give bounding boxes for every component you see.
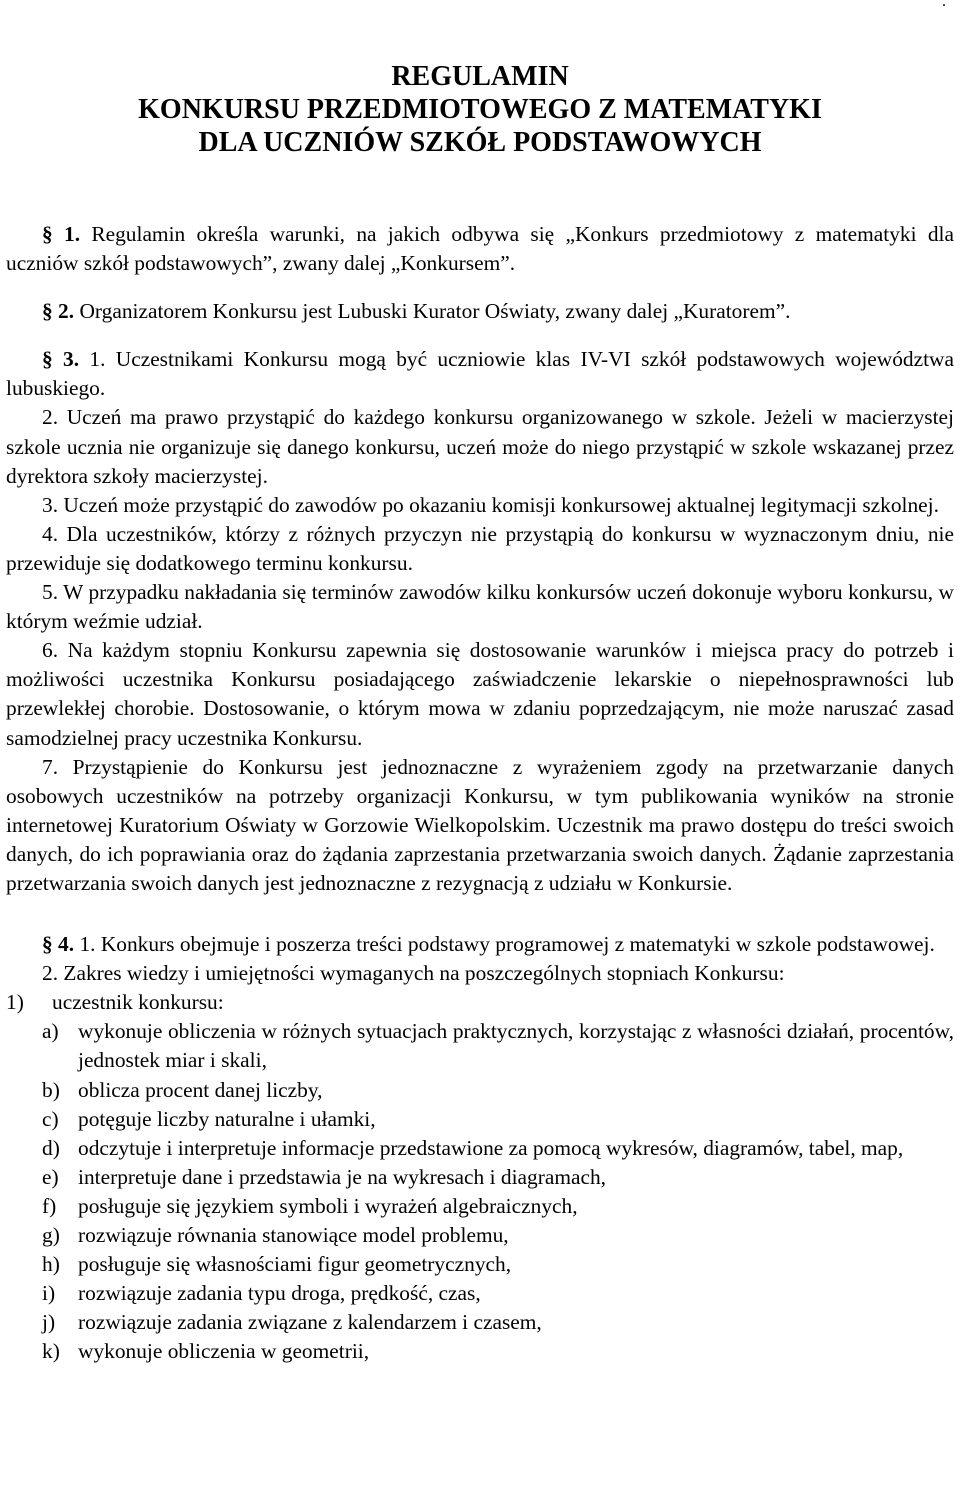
title-line-2: KONKURSU PRZEDMIOTOWEGO Z MATEMATYKI xyxy=(138,94,822,125)
list-item-text: rozwiązuje równania stanowiące model problemu, xyxy=(78,1223,509,1247)
list-item xyxy=(6,1017,954,1075)
scope-list xyxy=(6,988,954,1366)
section-3-paragraph-7: 7. Przystąpienie do Konkursu jest jednoznaczne z wyrażeniem zgody na przetwarzanie danych osobowych uczestników na potrzeby organizacji Konkursu, w tym publikowania wyników na stronie internetowej Kuratorium Oświaty w Gorzowie Wielkopolskim. Uczestnik ma prawo dostępu do treści swoich danych, do ich poprawiania oraz do żądania zaprzestania przetwarzania swoich danych. Żądanie zaprzestania przetwarzania swoich danych jest jednoznaczne z rezygnacją z udziału w Konkursie. xyxy=(6,754,954,895)
list-item-text: wykonuje obliczenia w różnych sytuacjach praktycznych, korzystając z własności działań, procentów, jednostek miar i skali, xyxy=(78,1019,954,1073)
list-item-text: rozwiązuje zadania typu droga, prędkość, czas, xyxy=(78,1281,481,1306)
section-2-mark: § 2. xyxy=(42,299,75,324)
document-body xyxy=(6,220,954,1366)
list-item-label: e) xyxy=(42,1164,59,1189)
list-item-label: j) xyxy=(42,1310,56,1335)
page-mark: . xyxy=(942,0,946,10)
list-item-label: d) xyxy=(42,1135,60,1160)
title-line-1: REGULAMIN xyxy=(391,61,569,92)
list-item xyxy=(6,1279,954,1308)
section-4-mark: § 4. xyxy=(42,932,75,957)
list-item-label: a) xyxy=(42,1019,59,1044)
list-item-label: c) xyxy=(42,1106,59,1131)
list-item-label: i) xyxy=(42,1281,56,1306)
list-item-text: posługuje się własnościami figur geometrycznych, xyxy=(78,1252,512,1277)
title-line-3: DLA UCZNIÓW SZKÓŁ PODSTAWOWYCH xyxy=(198,127,762,158)
section-4-p1-text: 1. Konkurs obejmuje i poszerza treści podstawy programowej z matematyki w szkole podstawowej. xyxy=(74,932,935,957)
section-3-p1-text: 1. Uczestnikami Konkursu mogą być uczniowie klas IV-VI szkół podstawowych województwa lubuskiego. xyxy=(6,347,954,401)
list-item-text: interpretuje dane i przedstawia je na wykresach i diagramach, xyxy=(78,1164,606,1189)
list-item-label: b) xyxy=(42,1077,60,1102)
section-3-paragraph-4: 4. Dla uczestników, którzy z różnych przyczyn nie przystąpią do konkursu w wyznaczonym dniu, nie przewiduje się dodatkowego terminu konkursu. xyxy=(6,521,954,575)
document-page xyxy=(6,0,954,1496)
section-3-paragraph-2: 2. Uczeń ma prawo przystąpić do każdego konkursu organizowanego w szkole. Jeżeli w macierzystej szkole ucznia nie organizuje się danego konkursu, uczeń może do niego przystąpić w szkole wskazanej przez dyrektora szkoły macierzystej. xyxy=(6,405,954,488)
section-3-mark: § 3. xyxy=(42,347,80,372)
list-item-label: f) xyxy=(42,1193,57,1218)
list-item-label: 1) xyxy=(6,990,24,1015)
list-item xyxy=(6,1076,954,1105)
list-item xyxy=(6,1250,954,1279)
section-2-text: Organizatorem Konkursu jest Lubuski Kurator Oświaty, zwany dalej „Kuratorem”. xyxy=(74,299,791,324)
list-item-text: uczestnik konkursu: xyxy=(52,990,224,1015)
list-item-text: oblicza procent danej liczby, xyxy=(78,1077,323,1102)
list-item-label: k) xyxy=(42,1339,60,1364)
section-4-paragraph-2: 2. Zakres wiedzy i umiejętności wymaganych na poszczególnych stopniach Konkursu: xyxy=(42,961,785,986)
list-item-text: posługuje się językiem symboli i wyrażeń algebraicznych, xyxy=(78,1193,578,1218)
section-3-paragraph-5: 5. W przypadku nakładania się terminów zawodów kilku konkursów uczeń dokonuje wyboru konkursu, w którym weźmie udział. xyxy=(6,580,954,634)
section-3-paragraph-1 xyxy=(6,345,954,403)
section-4-paragraph-1 xyxy=(6,930,954,959)
section-1 xyxy=(6,220,954,278)
list-item-label: g) xyxy=(42,1223,60,1247)
list-item xyxy=(6,1105,954,1134)
document-title xyxy=(6,60,954,159)
list-item-text: wykonuje obliczenia w geometrii, xyxy=(78,1339,370,1364)
list-item xyxy=(6,1221,954,1250)
list-item xyxy=(6,1337,954,1366)
list-item-1 xyxy=(6,988,954,1017)
list-item-text: potęguje liczby naturalne i ułamki, xyxy=(78,1106,376,1131)
list-item xyxy=(6,1192,954,1221)
section-1-text: Regulamin określa warunki, na jakich odbywa się „Konkurs przedmiotowy z matematyki dla uczniów szkół podstawowych”, zwany dalej „Konkursem”. xyxy=(6,222,954,276)
section-2 xyxy=(6,297,954,326)
list-item-label: h) xyxy=(42,1252,60,1277)
section-3-paragraph-3: 3. Uczeń może przystąpić do zawodów po okazaniu komisji konkursowej aktualnej legitymacji szkolnej. xyxy=(42,492,939,517)
list-item xyxy=(6,1308,954,1337)
list-item xyxy=(6,1163,954,1192)
section-3-paragraph-6: 6. Na każdym stopniu Konkursu zapewnia się dostosowanie warunków i miejsca pracy do potrzeb i możliwości uczestnika Konkursu posiadającego zaświadczenie lekarskie o niepełnosprawności lub przewlekłej chorobie. Dostosowanie, o którym mowa w zdaniu poprzedzającym, nie może naruszać zasad samodzielnej pracy uczestnika Konkursu. xyxy=(6,638,954,750)
section-1-mark: § 1. xyxy=(42,222,81,246)
list-item-text: rozwiązuje zadania związane z kalendarzem i czasem, xyxy=(78,1310,542,1335)
list-item-text: odczytuje i interpretuje informacje przedstawione za pomocą wykresów, diagramów, tabel, map, xyxy=(78,1135,904,1160)
list-item xyxy=(6,1134,954,1163)
